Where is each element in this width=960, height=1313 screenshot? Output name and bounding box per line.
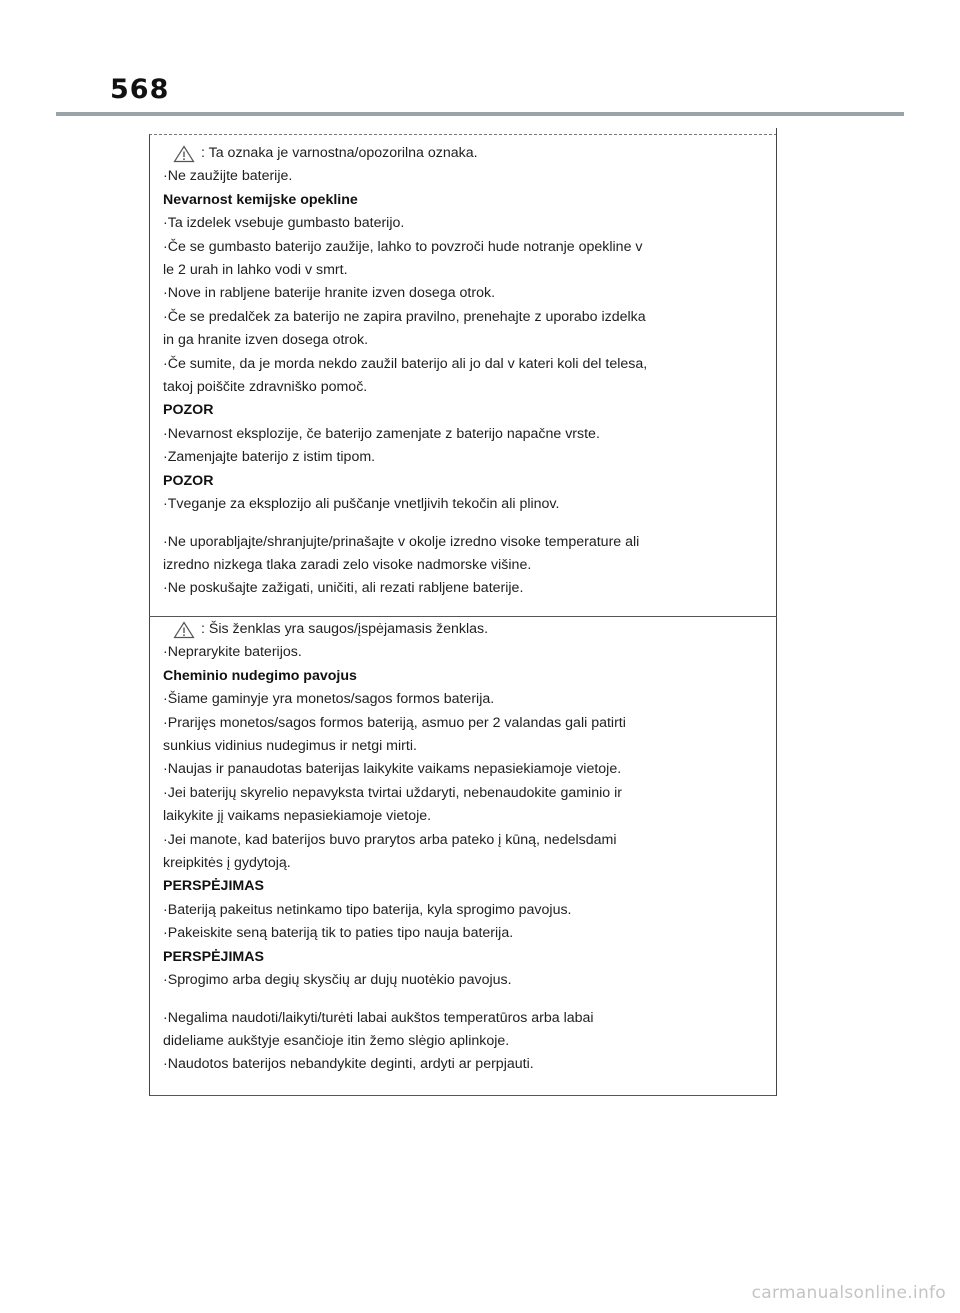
text-line: ·Bateriją pakeitus netinkamo tipo baterija, kyla sprogimo pavojus.: [163, 901, 572, 918]
paragraph-gap: [163, 993, 763, 1007]
text-line: ·Zamenjajte baterijo z istim tipom.: [163, 449, 376, 466]
text-line: izredno nizkega tlaka zaradi zelo visoke nadmorske višine.: [163, 556, 532, 573]
section-heading: Nevarnost kemijske opekline: [163, 191, 358, 208]
section-heading: POZOR: [163, 402, 214, 419]
page-number: 568: [110, 74, 170, 105]
text-line: ·Če se gumbasto baterijo zaužije, lahko to povzroči hude notranje opekline v: [163, 238, 643, 255]
warning-label-line: [163, 142, 763, 165]
text-line: kreipkitės į gydytoją.: [163, 855, 291, 872]
text-line: laikykite jį vaikams nepasiekiamoje vietoje.: [163, 808, 432, 825]
box-corner-tick: [776, 128, 777, 142]
warning-label-line: [163, 618, 763, 641]
warning-section-lithuanian: [163, 618, 763, 1077]
text-line: ·Naujas ir panaudotas baterijas laikykite vaikams nepasiekiamoje vietoje.: [163, 761, 622, 778]
section-heading: PERSPĖJIMAS: [163, 878, 264, 895]
text-line: ·Negalima naudoti/laikyti/turėti labai aukštos temperatūros arba labai: [163, 1009, 594, 1026]
text-line: ·Jei manote, kad baterijos buvo prarytos arba pateko į kūną, nedelsdami: [163, 831, 617, 848]
text-line: sunkius vidinius nudegimus ir netgi mirti.: [163, 738, 417, 755]
text-line: ·Ne poskušajte zažigati, uničiti, ali rezati rabljene baterije.: [163, 580, 524, 597]
text-line: ·Pakeiskite seną bateriją tik to paties tipo nauja baterija.: [163, 925, 514, 942]
text-line: ·Neprarykite baterijos.: [163, 644, 302, 661]
text-line: ·Nove in rabljene baterije hranite izven dosega otrok.: [163, 285, 496, 302]
text-line: ·Ta izdelek vsebuje gumbasto baterijo.: [163, 215, 405, 232]
warning-triangle-icon: [173, 145, 195, 163]
section-heading: POZOR: [163, 472, 214, 489]
text-line: takoj poiščite zdravniško pomoč.: [163, 379, 368, 396]
warning-triangle-icon: [173, 621, 195, 639]
text-line: in ga hranite izven dosega otrok.: [163, 332, 369, 349]
text-line: ·Jei baterijų skyrelio nepavyksta tvirtai uždaryti, nebenaudokite gaminio ir: [163, 784, 622, 801]
header-rule: [56, 112, 904, 116]
text-line: ·Ne zaužijte baterije.: [163, 168, 293, 185]
text-line: le 2 urah in lahko vodi v smrt.: [163, 262, 348, 279]
section-heading: PERSPĖJIMAS: [163, 948, 264, 965]
section-heading: Cheminio nudegimo pavojus: [163, 667, 357, 684]
text-line: ·Nevarnost eksplozije, če baterijo zamenjate z baterijo napačne vrste.: [163, 425, 600, 442]
section-lines: [163, 641, 763, 1076]
text-line: ·Če se predalček za baterijo ne zapira pravilno, prenehajte z uporabo izdelka: [163, 308, 646, 325]
warning-label-text: : Ta oznaka je varnostna/opozorilna oznaka.: [201, 145, 478, 161]
text-line: ·Če sumite, da je morda nekdo zaužil baterijo ali jo dal v kateri koli del telesa,: [163, 355, 648, 372]
section-divider: [149, 616, 777, 617]
text-line: ·Prarijęs monetos/sagos formos bateriją, asmuo per 2 valandas gali patirti: [163, 714, 626, 731]
text-line: ·Šiame gaminyje yra monetos/sagos formos baterija.: [163, 691, 495, 708]
text-line: dideliame aukštyje esančioje itin žemo slėgio aplinkoje.: [163, 1032, 510, 1049]
watermark: carmanualsonline.info: [751, 1283, 946, 1303]
text-line: ·Naudotos baterijos nebandykite deginti, ardyti ar perpjauti.: [163, 1056, 534, 1073]
paragraph-gap: [163, 517, 763, 531]
text-line: ·Tveganje za eksplozijo ali puščanje vnetljivih tekočin ali plinov.: [163, 496, 560, 513]
section-lines: [163, 165, 763, 600]
warning-label-text: : Šis ženklas yra saugos/įspėjamasis ženklas.: [201, 621, 489, 637]
text-line: ·Ne uporabljajte/shranjujte/prinašajte v okolje izredno visoke temperature ali: [163, 533, 640, 550]
text-line: ·Sprogimo arba degių skysčių ar dujų nuotėkio pavojus.: [163, 972, 512, 989]
warning-section-slovenian: [163, 142, 763, 601]
